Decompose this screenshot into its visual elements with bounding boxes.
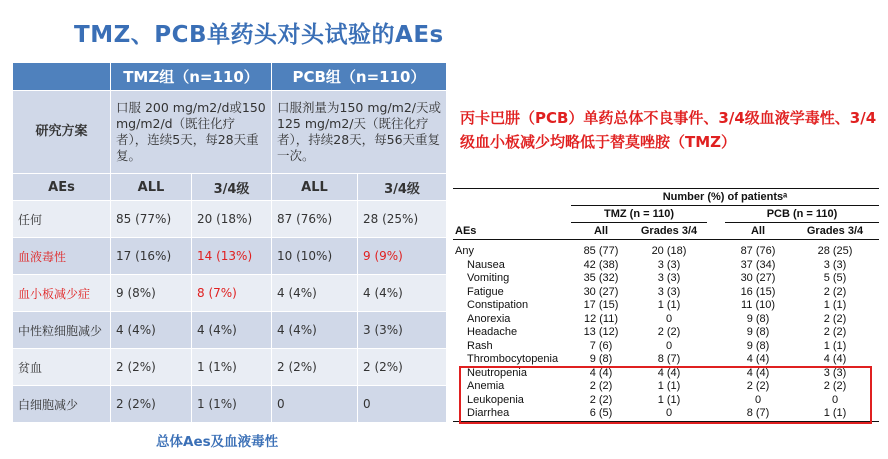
- cell: 1 (1%): [192, 349, 272, 386]
- cell: 2 (2): [823, 285, 847, 298]
- header-tmz-all: All: [571, 223, 631, 240]
- table-row: [13, 238, 447, 275]
- sub-header-pcb-all: ALL: [272, 174, 358, 201]
- row-label: Anorexia: [467, 312, 511, 325]
- cell: 0: [665, 339, 673, 352]
- table-row: [13, 275, 447, 312]
- gap-cell: [707, 313, 725, 327]
- row-label: 中性粒细胞减少: [13, 312, 111, 349]
- cell: 2 (2%): [111, 386, 192, 423]
- cell: 11 (10): [740, 299, 776, 311]
- cell: 28 (25): [817, 245, 853, 257]
- left-table-caption: 总体Aes及血液毒性: [156, 434, 279, 450]
- header-pcb-all: All: [725, 223, 791, 240]
- source-header-main: [453, 189, 879, 206]
- cell: 85 (77%): [111, 201, 192, 238]
- cell: 37 (34): [740, 258, 776, 271]
- sub-header-tmz-all: ALL: [111, 174, 192, 201]
- design-row: [13, 91, 447, 174]
- header-aes: AEs: [453, 223, 571, 240]
- cell: 0: [631, 407, 707, 421]
- cell: 2 (2%): [111, 349, 192, 386]
- row-label: 血小板减少症: [13, 275, 111, 312]
- cell: 42 (38): [583, 258, 619, 271]
- cell: 7 (6): [589, 339, 613, 352]
- header-blank: [453, 206, 571, 223]
- gap-cell: [707, 353, 725, 367]
- cell: 12 (11): [583, 312, 619, 325]
- cell: 13 (12): [583, 326, 619, 338]
- cell: 2 (2): [657, 326, 681, 338]
- cell: 1 (1): [823, 299, 847, 311]
- cell: 4 (4%): [272, 312, 358, 349]
- row-label: 任何: [13, 201, 111, 238]
- source-table-row: [453, 313, 879, 327]
- cell: 4 (4%): [192, 312, 272, 349]
- cell: 4 (4%): [358, 275, 447, 312]
- sub-header-aes: AEs: [13, 174, 111, 201]
- cell: 3 (3): [657, 272, 681, 284]
- cell: 8 (7): [657, 353, 681, 365]
- source-table-row: [453, 272, 879, 286]
- cell: 3 (3): [823, 258, 847, 271]
- header-tmz: TMZ组（n=110）: [111, 63, 272, 91]
- table-row: [13, 201, 447, 238]
- row-label: Rash: [467, 339, 493, 352]
- sub-header-pcb-g34: 3/4级: [358, 174, 447, 201]
- design-pcb: 口服剂量为150 mg/m2/天或125 mg/m2/天（既往化疗者），持续28天，每56天重复一次。: [272, 91, 447, 174]
- cell: 9 (8): [746, 339, 770, 352]
- source-header-cols: [453, 223, 879, 240]
- cell: 2 (2): [823, 326, 847, 338]
- cell: 10 (10%): [272, 238, 358, 275]
- design-tmz: 口服 200 mg/m2/d或150 mg/m2/d（既往化疗者），连续5天，每28天重复。: [111, 91, 272, 174]
- row-label: Leukopenia: [467, 393, 524, 406]
- cell: 9 (8): [589, 353, 613, 365]
- gap-cell: [707, 340, 725, 354]
- cell: 28 (25%): [358, 201, 447, 238]
- conclusion-callout: 丙卡巴肼（PCB）单药总体不良事件、3/4级血液学毒性、3/4级血小板减少均略低于替莫唑胺（TMZ）: [460, 109, 877, 151]
- row-label: Constipation: [467, 299, 529, 311]
- cell: 17 (15): [583, 299, 619, 311]
- cell: 4 (4): [746, 366, 770, 379]
- header-blank: [453, 189, 571, 206]
- cell: 0: [358, 386, 447, 423]
- row-label: Fatigue: [467, 285, 504, 298]
- source-table-row: [453, 340, 879, 354]
- gap-cell: [707, 259, 725, 273]
- row-label: 贫血: [13, 349, 111, 386]
- row-label: 血液毒性: [13, 238, 111, 275]
- cell: 3 (3): [657, 258, 681, 271]
- cell: 8 (7%): [192, 275, 272, 312]
- hematologic-highlight-box: [459, 366, 872, 424]
- source-table-row: [453, 353, 879, 367]
- gap-cell: [707, 272, 725, 286]
- header-group-pcb: PCB (n = 110): [725, 206, 879, 223]
- table-row: [13, 312, 447, 349]
- cell: 2 (2): [589, 380, 613, 392]
- header-gap: [707, 223, 725, 240]
- source-header-groups: [453, 206, 879, 223]
- cell: 3 (3): [823, 366, 847, 379]
- cell: 16 (15): [740, 285, 776, 298]
- header-pcb-grades: Grades 3/4: [791, 223, 879, 240]
- cell: 87 (76%): [272, 201, 358, 238]
- source-table-row: [453, 259, 879, 273]
- source-table-row: [453, 326, 879, 340]
- header-pcb: PCB组（n=110）: [272, 63, 447, 91]
- cell: 1 (1): [657, 380, 681, 392]
- cell: 20 (18%): [192, 201, 272, 238]
- sub-header-tmz-g34: 3/4级: [192, 174, 272, 201]
- header-group-tmz: TMZ (n = 110): [571, 206, 707, 223]
- cell: 4 (4): [589, 366, 613, 379]
- cell: 30 (27): [583, 285, 619, 298]
- cell: 9 (8%): [111, 275, 192, 312]
- cell: 0: [831, 393, 839, 406]
- cell: 17 (16%): [111, 238, 192, 275]
- header-tmz-grades: Grades 3/4: [631, 223, 707, 240]
- cell: 1 (1%): [192, 386, 272, 423]
- header-gap: [707, 206, 725, 223]
- gap-cell: [707, 286, 725, 300]
- source-table-row: [453, 245, 879, 259]
- cell: 14 (13%): [192, 238, 272, 275]
- cell: 2 (2): [746, 380, 770, 392]
- cell: 4 (4): [823, 353, 847, 365]
- row-label: Neutropenia: [467, 366, 527, 379]
- left-comparison-table: [12, 62, 447, 423]
- cell: 1 (1): [791, 407, 879, 421]
- design-label: 研究方案: [13, 91, 111, 174]
- cell: 0: [665, 312, 673, 325]
- cell: 4 (4%): [272, 275, 358, 312]
- table-row: [13, 386, 447, 423]
- cell: 0: [272, 386, 358, 423]
- row-label: Any: [455, 245, 474, 257]
- cell: 4 (4%): [111, 312, 192, 349]
- cell: 1 (1): [657, 299, 681, 311]
- cell: 2 (2): [823, 312, 847, 325]
- slide-title: TMZ、PCB单药头对头试验的AEs: [74, 22, 444, 48]
- gap-cell: [707, 245, 725, 259]
- cell: 2 (2%): [272, 349, 358, 386]
- cell: 1 (1): [823, 339, 847, 352]
- cell: 6 (5): [571, 407, 631, 421]
- row-label: Anemia: [467, 380, 505, 392]
- row-label: Diarrhea: [453, 407, 571, 421]
- cell: 2 (2): [589, 393, 613, 406]
- table-row: [13, 349, 447, 386]
- row-label: 白细胞减少: [13, 386, 111, 423]
- cell: 3 (3%): [358, 312, 447, 349]
- source-table-row: [453, 286, 879, 300]
- cell: 2 (2%): [358, 349, 447, 386]
- cell: 4 (4): [746, 353, 770, 365]
- sub-header-row: [13, 174, 447, 201]
- cell: 87 (76): [740, 245, 776, 257]
- cell: 9 (8): [746, 312, 770, 325]
- row-label: Thrombocytopenia: [467, 353, 559, 365]
- header-patients: Number (%) of patientsᵃ: [571, 189, 879, 206]
- left-header-row: [13, 63, 447, 91]
- cell: 9 (9%): [358, 238, 447, 275]
- cell: 30 (27): [740, 272, 776, 284]
- row-label: Vomiting: [467, 272, 510, 284]
- cell: 2 (2): [823, 380, 847, 392]
- cell: 1 (1): [657, 393, 681, 406]
- cell: 8 (7): [725, 407, 791, 421]
- row-label: Headache: [467, 326, 518, 338]
- cell: 35 (32): [583, 272, 619, 284]
- source-table-row: [453, 299, 879, 313]
- row-label: Nausea: [467, 258, 505, 271]
- gap-cell: [707, 326, 725, 340]
- cell: 5 (5): [823, 272, 847, 284]
- cell: 85 (77): [583, 245, 619, 257]
- cell: 0: [754, 393, 762, 406]
- cell: 3 (3): [657, 285, 681, 298]
- cell: 4 (4): [657, 366, 681, 379]
- cell: 9 (8): [746, 326, 770, 338]
- gap-cell: [707, 299, 725, 313]
- header-blank: [13, 63, 111, 91]
- cell: 20 (18): [651, 245, 687, 257]
